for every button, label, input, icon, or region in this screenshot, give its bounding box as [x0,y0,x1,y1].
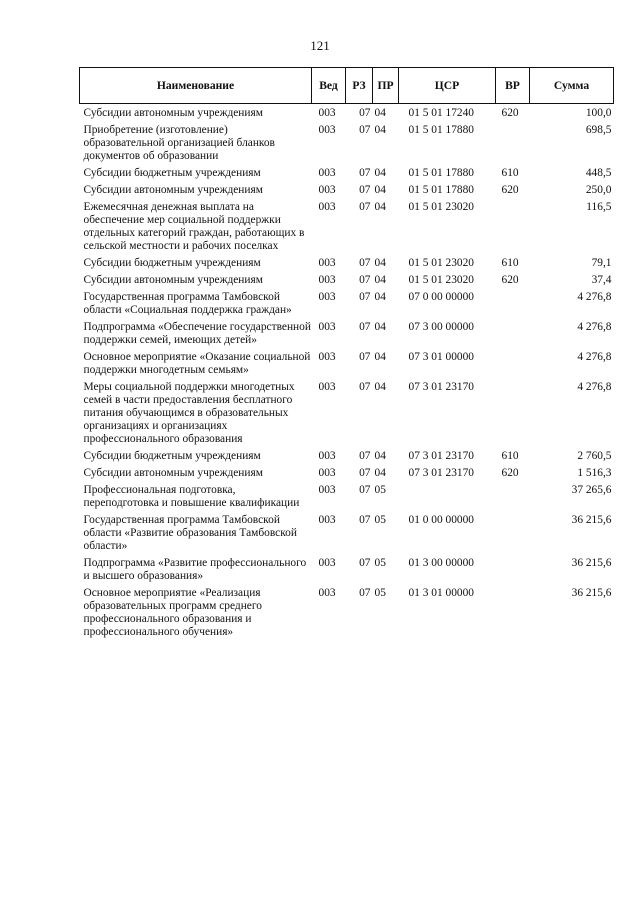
cell-vr: 620 [501,467,519,479]
cell-csr: 07 3 01 23170 [408,381,474,393]
table-row [80,514,614,557]
cell-csr: 01 3 00 00000 [408,557,474,569]
cell-name: Субсидии автономным учреждениям [83,467,263,479]
header-rz: РЗ [346,68,373,104]
cell-sum: 2 760,5 [577,450,612,462]
cell-ved: 003 [318,167,336,179]
table-header [80,68,614,104]
table-row [80,450,614,467]
cell-csr: 07 0 00 00000 [408,291,474,303]
cell-sum: 37 265,6 [571,484,612,496]
cell-vr: 610 [501,257,519,269]
table-body [80,104,614,644]
cell-ved: 003 [318,274,336,286]
cell-pr: 04 [374,107,386,119]
cell-pr: 04 [374,351,386,363]
cell-ved: 003 [318,107,336,119]
cell-rz: 07 [359,484,371,496]
cell-name: Субсидии автономным учреждениям [83,274,263,286]
cell-pr: 05 [374,587,386,599]
cell-sum: 250,0 [585,184,612,196]
cell-csr: 07 3 01 23170 [408,450,474,462]
cell-pr: 04 [374,257,386,269]
cell-sum: 79,1 [591,257,612,269]
cell-rz: 07 [359,467,371,479]
table-row [80,201,614,257]
cell-pr: 04 [374,184,386,196]
cell-vr [496,587,530,643]
cell-rz: 07 [359,291,371,303]
cell-pr: 04 [374,124,386,136]
table-row [80,321,614,351]
cell-vr: 610 [501,450,519,462]
cell-rz: 07 [359,587,371,599]
cell-name: Основное мероприятие «Оказание социальной поддержки многодетным семьям» [83,351,311,376]
cell-vr [496,381,530,450]
cell-ved: 003 [318,587,336,599]
cell-rz: 07 [359,201,371,213]
cell-sum: 4 276,8 [577,351,612,363]
table-row [80,167,614,184]
cell-vr: 620 [501,184,519,196]
cell-ved: 003 [318,557,336,569]
cell-ved: 003 [318,184,336,196]
table-row [80,257,614,274]
table-row [80,351,614,381]
cell-name: Субсидии бюджетным учреждениям [83,257,261,269]
header-pr: ПР [373,68,399,104]
cell-vr: 620 [501,274,519,286]
cell-name: Меры социальной поддержки многодетных семей в части предоставления бесплатного питания обучающимся в образовательных организациях и организациях профессионального образования [83,381,295,445]
cell-rz: 07 [359,274,371,286]
cell-name: Субсидии автономным учреждениям [83,184,263,196]
cell-pr: 05 [374,557,386,569]
cell-name: Профессиональная подготовка, переподготовка и повышение квалификации [83,484,300,509]
budget-table [79,67,614,643]
cell-rz: 07 [359,124,371,136]
cell-rz: 07 [359,184,371,196]
cell-csr: 01 5 01 23020 [408,257,474,269]
cell-ved: 003 [318,484,336,496]
cell-pr: 05 [374,514,386,526]
cell-sum: 4 276,8 [577,381,612,393]
cell-ved: 003 [318,514,336,526]
cell-name: Подпрограмма «Развитие профессионального и высшего образования» [83,557,307,582]
table-row [80,274,614,291]
cell-ved: 003 [318,257,336,269]
cell-csr: 01 5 01 17880 [408,124,474,136]
cell-rz: 07 [359,321,371,333]
cell-vr [496,557,530,587]
cell-ved: 003 [318,450,336,462]
cell-rz: 07 [359,257,371,269]
cell-ved: 003 [318,291,336,303]
table-row [80,104,614,125]
cell-rz: 07 [359,381,371,393]
table-row [80,467,614,484]
cell-pr: 04 [374,467,386,479]
cell-csr: 01 3 01 00000 [408,587,474,599]
cell-ved: 003 [318,124,336,136]
cell-rz: 07 [359,450,371,462]
cell-name: Субсидии автономным учреждениям [83,107,263,119]
cell-name: Субсидии бюджетным учреждениям [83,167,261,179]
cell-rz: 07 [359,351,371,363]
cell-pr: 04 [374,291,386,303]
cell-vr [496,201,530,257]
cell-pr: 04 [374,274,386,286]
cell-name: Субсидии бюджетным учреждениям [83,450,261,462]
cell-vr [496,124,530,167]
cell-sum: 1 516,3 [577,467,612,479]
cell-name: Подпрограмма «Обеспечение государственной поддержки семей, имеющих детей» [83,321,311,346]
cell-vr [496,484,530,514]
cell-ved: 003 [318,467,336,479]
cell-sum: 37,4 [591,274,612,286]
cell-sum: 36 215,6 [571,587,612,599]
cell-csr: 07 3 01 23170 [408,467,474,479]
cell-pr: 04 [374,167,386,179]
cell-csr: 01 5 01 17240 [408,107,474,119]
cell-csr: 01 5 01 17880 [408,184,474,196]
cell-pr: 04 [374,321,386,333]
cell-sum: 4 276,8 [577,291,612,303]
cell-rz: 07 [359,167,371,179]
table-row [80,184,614,201]
cell-name: Государственная программа Тамбовской области «Развитие образования Тамбовской области» [83,514,297,552]
cell-ved: 003 [318,321,336,333]
cell-sum: 116,5 [586,201,612,213]
cell-vr: 620 [501,107,519,119]
cell-vr [496,321,530,351]
table-row [80,587,614,643]
cell-sum: 36 215,6 [571,514,612,526]
table-row [80,291,614,321]
cell-pr: 05 [374,484,386,496]
cell-sum: 36 215,6 [571,557,612,569]
cell-rz: 07 [359,107,371,119]
cell-ved: 003 [318,381,336,393]
cell-vr [496,291,530,321]
cell-sum: 448,5 [585,167,612,179]
table-row [80,124,614,167]
cell-ved: 003 [318,201,336,213]
cell-rz: 07 [359,557,371,569]
header-row [80,68,614,104]
cell-csr [399,484,496,514]
cell-sum: 100,0 [585,107,612,119]
cell-name: Государственная программа Тамбовской области «Социальная поддержка граждан» [83,291,292,316]
table-row [80,381,614,450]
cell-rz: 07 [359,514,371,526]
cell-sum: 698,5 [585,124,612,136]
cell-csr: 01 0 00 00000 [408,514,474,526]
cell-csr: 07 3 00 00000 [408,321,474,333]
cell-csr: 07 3 01 00000 [408,351,474,363]
cell-name: Ежемесячная денежная выплата на обеспечение мер социальной поддержки отдельных категорий граждан, работающих в сельской местности и рабочих поселках [83,201,305,252]
cell-vr [496,351,530,381]
cell-vr [496,514,530,557]
cell-pr: 04 [374,381,386,393]
table-row [80,484,614,514]
cell-vr: 610 [501,167,519,179]
header-csr: ЦСР [399,68,496,104]
header-ved: Вед [312,68,346,104]
table-row [80,557,614,587]
cell-name: Основное мероприятие «Реализация образовательных программ среднего профессионального образования и профессионального обучения» [83,587,262,638]
cell-name: Приобретение (изготовление) образовательной организацией бланков документов об образовании [83,124,275,162]
cell-csr: 01 5 01 17880 [408,167,474,179]
cell-ved: 003 [318,351,336,363]
cell-pr: 04 [374,450,386,462]
header-name: Наименование [80,68,312,104]
cell-csr: 01 5 01 23020 [408,274,474,286]
cell-sum: 4 276,8 [577,321,612,333]
cell-pr: 04 [374,201,386,213]
cell-csr: 01 5 01 23020 [408,201,474,213]
header-sum: Сумма [530,68,614,104]
header-vr: ВР [496,68,530,104]
page-number: 121 [310,38,330,53]
